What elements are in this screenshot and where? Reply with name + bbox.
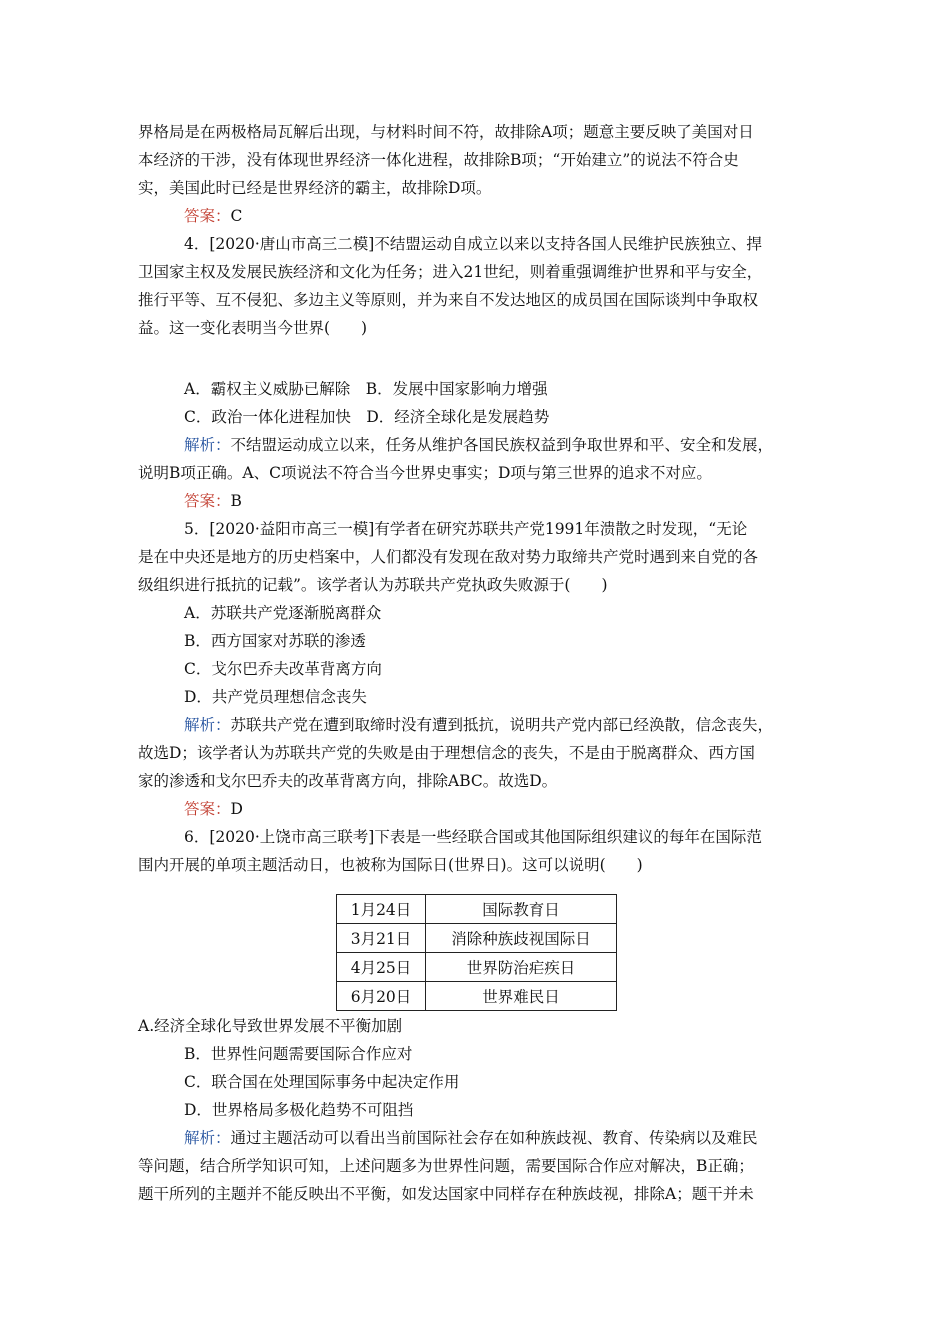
- analysis-label: 解析：: [184, 436, 231, 454]
- q3-answer: [184, 202, 242, 230]
- intro-line-2: 本经济的干涉，没有体现世界经济一体化进程，故排除B项；“开始建立”的说法不符合史: [138, 151, 739, 169]
- analysis-text: 不结盟运动成立以来，任务从维护各国民族权益到争取世界和平、安全和发展，: [230, 436, 774, 454]
- q6-option-d: D．世界格局多极化趋势不可阻挡: [184, 1101, 414, 1119]
- analysis-text: 通过主题活动可以看出当前国际社会存在如种族歧视、教育、传染病以及难民: [230, 1129, 758, 1147]
- q5-answer: [184, 795, 243, 823]
- q5-stem-line-2: 是在中央还是地方的历史档案中，人们都没有发现在敌对势力取缔共产党时遇到来自党的各: [138, 548, 759, 566]
- table-cell-event: 国际教育日: [426, 895, 617, 924]
- q6-analysis-line-1: [184, 1124, 758, 1152]
- intro-line-3: 实，美国此时已经是世界经济的霸主，故排除D项。: [138, 179, 492, 197]
- q4-analysis-line-2: 说明B项正确。A、C项说法不符合当今世界史事实；D项与第三世界的追求不对应。: [138, 464, 712, 482]
- table-cell-date: 1月24日: [337, 895, 426, 924]
- q5-analysis-line-3: 家的渗透和戈尔巴乔夫的改革背离方向，排除ABC。故选D。: [138, 772, 558, 790]
- answer-value: D: [230, 800, 243, 818]
- table-cell-date: 6月20日: [337, 982, 426, 1011]
- table-cell-event: 世界难民日: [426, 982, 617, 1011]
- q6-analysis-line-2: 等问题，结合所学知识可知，上述问题多为世界性问题，需要国际合作应对解决，B正确；: [138, 1157, 754, 1175]
- q5-analysis-line-1: [184, 711, 773, 739]
- q6-option-a: A.经济全球化导致世界发展不平衡加剧: [138, 1017, 403, 1035]
- intro-line-1: 界格局是在两极格局瓦解后出现，与材料时间不符，故排除A项；题意主要反映了美国对日: [138, 123, 754, 141]
- answer-value: C: [230, 207, 243, 225]
- answer-label: 答案：: [184, 800, 231, 818]
- q6-option-b: B．世界性问题需要国际合作应对: [184, 1045, 413, 1063]
- q5-stem-line-1: 5．[2020·益阳市高三一模]有学者在研究苏联共产党1991年溃散之时发现，“无论: [184, 520, 748, 538]
- q6-stem-line-2: 围内开展的单项主题活动日，也被称为国际日(世界日)。这可以说明( ): [138, 856, 643, 874]
- table-cell-date: 4月25日: [337, 953, 426, 982]
- q6-analysis-line-3: 题干所列的主题并不能反映出不平衡，如发达国家中同样存在种族歧视，排除A；题干并未: [138, 1185, 754, 1203]
- analysis-label: 解析：: [184, 716, 231, 734]
- analysis-label: 解析：: [184, 1129, 231, 1147]
- q4-stem-line-2: 卫国家主权及发展民族经济和文化为任务；进入21世纪，则着重强调维护世界和平与安全，: [138, 263, 763, 281]
- q5-stem-line-3: 级组织进行抵抗的记载”。该学者认为苏联共产党执政失败源于( ): [138, 576, 608, 594]
- q4-stem-line-4: 益。这一变化表明当今世界( ): [138, 319, 368, 337]
- table-cell-event: 消除种族歧视国际日: [426, 924, 617, 953]
- international-days-table: [336, 894, 617, 1011]
- q5-analysis-line-2: 故选D；该学者认为苏联共产党的失败是由于理想信念的丧失，不是由于脱离群众、西方国: [138, 744, 755, 762]
- answer-label: 答案：: [184, 492, 231, 510]
- q4-stem-line-1: 4．[2020·唐山市高三二模]不结盟运动自成立以来以支持各国人民维护民族独立、捍: [184, 235, 762, 253]
- table-row: [337, 924, 617, 953]
- q5-option-d: D．共产党员理想信念丧失: [184, 688, 367, 706]
- q4-answer: [184, 487, 242, 515]
- answer-value: B: [230, 492, 242, 510]
- q5-option-a: A．苏联共产党逐渐脱离群众: [184, 604, 382, 622]
- q4-analysis-line-1: [184, 431, 773, 459]
- q4-stem-line-3: 推行平等、互不侵犯、多边主义等原则，并为来自不发达地区的成员国在国际谈判中争取权: [138, 291, 759, 309]
- q6-option-c: C．联合国在处理国际事务中起决定作用: [184, 1073, 460, 1091]
- table-row: [337, 982, 617, 1011]
- q5-option-b: B．西方国家对苏联的渗透: [184, 632, 366, 650]
- table-row: [337, 895, 617, 924]
- answer-label: 答案：: [184, 207, 231, 225]
- q4-options-row-1: A．霸权主义威胁已解除 B．发展中国家影响力增强: [184, 380, 548, 398]
- table-cell-date: 3月21日: [337, 924, 426, 953]
- q4-options-row-2: C．政治一体化进程加快 D．经济全球化是发展趋势: [184, 408, 550, 426]
- table-cell-event: 世界防治疟疾日: [426, 953, 617, 982]
- table-row: [337, 953, 617, 982]
- analysis-text: 苏联共产党在遭到取缔时没有遭到抵抗，说明共产党内部已经涣散，信念丧失，: [230, 716, 774, 734]
- q6-stem-line-1: 6．[2020·上饶市高三联考]下表是一些经联合国或其他国际组织建议的每年在国际范: [184, 828, 762, 846]
- q5-option-c: C．戈尔巴乔夫改革背离方向: [184, 660, 382, 678]
